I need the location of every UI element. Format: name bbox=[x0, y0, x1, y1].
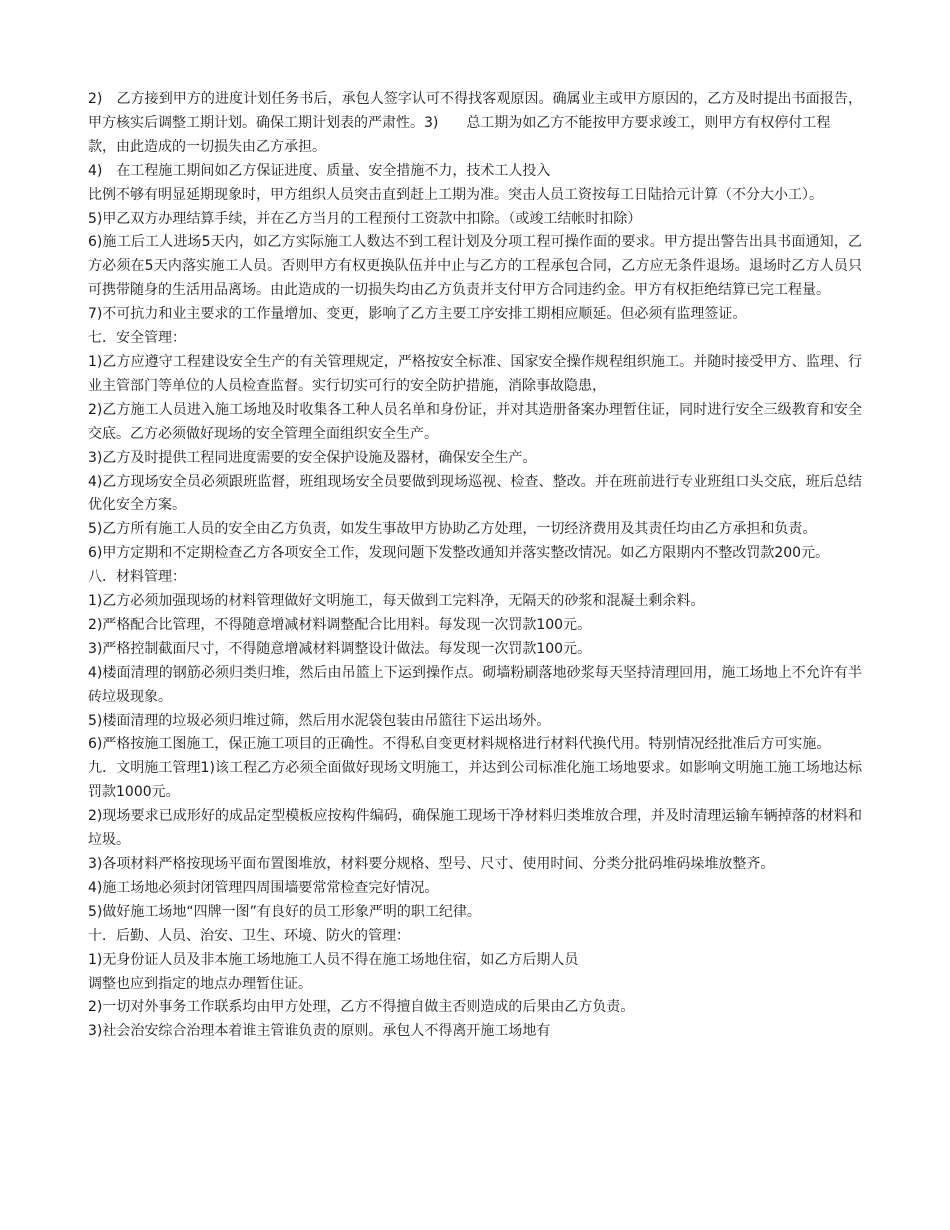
section-heading: 八．材料管理： bbox=[88, 569, 186, 586]
paragraph: 1)乙方应遵守工程建设安全生产的有关管理规定，严格按安全标准、国家安全操作规程组织施工。并随时接受甲方、监理、行业主管部门等单位的人员检查监督。实行切实可行的安全防护措施，消除事故隐患， bbox=[88, 353, 862, 394]
paragraph: 2)严格配合比管理，不得随意增减材料调整配合比用料。每发现一次罚款100元。 bbox=[88, 616, 592, 633]
paragraph: 4)乙方现场安全员必须跟班监督，班组现场安全员要做到现场巡视、检查、整改。并在班前进行专业班组口头交底，班后总结优化安全方案。 bbox=[88, 473, 862, 514]
paragraph: 3)严格控制截面尺寸，不得随意增减材料调整设计做法。每发现一次罚款100元。 bbox=[88, 640, 592, 657]
paragraph: 款，由此造成的一切损失由乙方承担。 bbox=[88, 138, 326, 155]
paragraph: 比例不够有明显延期现象时，甲方组织人员突击直到赶上工期为准。突击人员工资按每工日陆拾元计算（不分大小工）。 bbox=[88, 186, 823, 203]
paragraph: 2)一切对外事务工作联系均由甲方处理，乙方不得擅自做主否则造成的后果由乙方负责。 bbox=[88, 999, 635, 1016]
paragraph: 4) 在工程施工期间如乙方保证进度、质量、安全措施不力，技术工人投入 bbox=[88, 162, 551, 179]
paragraph: 2)乙方施工人员进入施工场地及时收集各工种人员名单和身份证，并对其造册备案办理暂住证，同时进行安全三级教育和安全交底。乙方必须做好现场的安全管理全面组织安全生产。 bbox=[88, 401, 862, 442]
paragraph: 3)乙方及时提供工程同进度需要的安全保护设施及器材，确保安全生产。 bbox=[88, 449, 537, 466]
section-heading: 十．后勤、人员、治安、卫生、环境、防火的管理： bbox=[88, 927, 410, 944]
document-page bbox=[88, 88, 862, 1044]
paragraph: 调整也应到指定的地点办理暂住证。 bbox=[88, 975, 312, 992]
paragraph: 2) 乙方接到甲方的进度计划任务书后，承包人签字认可不得找客观原因。确属业主或甲方原因的，乙方及时提出书面报告，甲方核实后调整工期计划。确保工期计划表的严肃性。3) 总工期为如乙方不能按甲方要求竣工，则甲方有权停付工程 bbox=[88, 91, 862, 131]
paragraph: 3)各项材料严格按现场平面布置图堆放，材料要分规格、型号、尺寸、使用时间、分类分批码堆码垛堆放整齐。 bbox=[88, 856, 775, 872]
paragraph: 5)做好施工场地“四牌一图”有良好的员工形象严明的职工纪律。 bbox=[88, 903, 481, 920]
paragraph: 4)楼面清理的钢筋必须归类归堆，然后由吊篮上下运到操作点。砌墙粉刷落地砂浆每天坚持清理回用，施工场地上不允许有半砖垃圾现象。 bbox=[88, 664, 862, 705]
paragraph: 3)社会治安综合治理本着谁主管谁负责的原则。承包人不得离开施工场地有 bbox=[88, 1023, 551, 1040]
paragraph: 1)无身份证人员及非本施工场地施工人员不得在施工场地住宿，如乙方后期人员 bbox=[88, 951, 579, 968]
paragraph: 6)甲方定期和不定期检查乙方各项安全工作，发现问题下发整改通知并落实整改情况。如乙方限期内不整改罚款200元。 bbox=[88, 545, 830, 562]
paragraph: 7)不可抗力和业主要求的工作量增加、变更，影响了乙方主要工序安排工期相应顺延。但必须有监理签证。 bbox=[88, 306, 747, 323]
paragraph: 5)乙方所有施工人员的安全由乙方负责，如发生事故甲方协助乙方处理，一切经济费用及其责任均由乙方承担和负责。 bbox=[88, 521, 817, 538]
section-heading: 九．文明施工管理1)该工程乙方必须全面做好现场文明施工，并达到公司标准化施工场地要求。如影响文明施工施工场地达标罚款1000元。 bbox=[88, 760, 862, 801]
paragraph: 6)严格按施工图施工，保正施工项目的正确性。不得私自变更材料规格进行材料代换代用。特别情况经批准后方可实施。 bbox=[88, 736, 831, 753]
paragraph: 4)施工场地必须封闭管理四周围墙要常常检查完好情况。 bbox=[88, 879, 439, 896]
paragraph: 5)楼面清理的垃圾必须归堆过筛，然后用水泥袋包装由吊篮往下运出场外。 bbox=[88, 712, 551, 729]
section-heading: 七．安全管理： bbox=[88, 330, 186, 347]
paragraph: 1)乙方必须加强现场的材料管理做好文明施工，每天做到工完料净，无隔天的砂浆和混凝土剩余料。 bbox=[88, 593, 705, 610]
paragraph: 5)甲乙双方办理结算手续，并在乙方当月的工程预付工资款中扣除。（或竣工结帐时扣除） bbox=[88, 210, 642, 227]
paragraph: 6)施工后工人进场5天内，如乙方实际施工人数达不到工程计划及分项工程可操作面的要求。甲方提出警告出具书面通知，乙方必须在5天内落实施工人员。否则甲方有权更换队伍并中止与乙方的工程承包合同，乙方应无条件退场。退场时乙方人员只可携带随身的生活用品离场。由此造成的一切损失均由乙方负责并支付甲方合同违约金。甲方有权拒绝结算已完工程量。 bbox=[88, 234, 862, 299]
paragraph: 2)现场要求已成形好的成品定型模板应按构件编码，确保施工现场干净材料归类堆放合理，并及时清理运输车辆掉落的材料和垃圾。 bbox=[88, 808, 862, 849]
